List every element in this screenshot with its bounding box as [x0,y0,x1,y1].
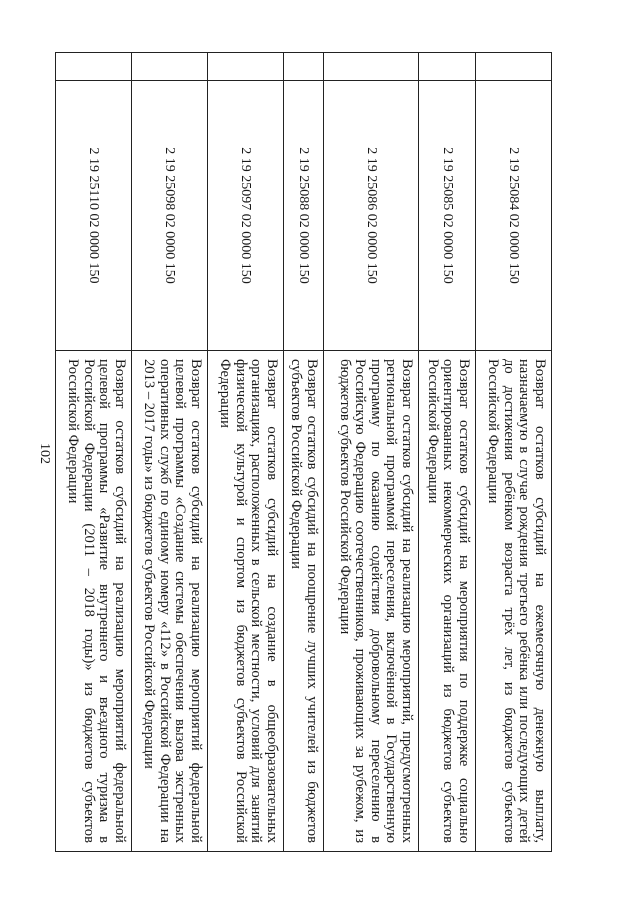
budget-code-cell: 2 19 25085 02 0000 150 [419,81,476,351]
description-cell: Возврат остатков субсидий на создание в общеобразовательных организациях, расположенных в сельской местности, условий для занятий физической культурой и спортом из бюджетов субъектов Российской Федерации [208,351,284,852]
description-cell: Возврат остатков субсидий на поощрение лучших учителей из бюджетов субъектов Российской Федерации [284,351,324,852]
empty-cell [56,53,132,81]
table-row [208,53,284,852]
description-cell: Возврат остатков субсидий на реализацию мероприятий федеральной целевой программы «Развитие внутреннего и въездного туризма в Российской Федерации (2011 – 2018 годы)» из бюджетов субъектов Российской Федерации [56,351,132,852]
empty-cell [324,53,419,81]
description-cell: Возврат остатков субсидий на реализацию мероприятий федеральной целевой программы «Создание системы обеспечения вызова экстренных оперативных служб по единому номеру «112» в Российской Федерации на 2013 – 2017 годы» из бюджетов субъектов Российской Федерации [132,351,208,852]
description-cell: Возврат остатков субсидий на ежемесячную денежную выплату, назначаемую в случае рождения третьего ребёнка или последующих детей до достижения ребёнком возраста трёх лет, из бюджетов субъектов Российской Федерации [476,351,552,852]
empty-cell [208,53,284,81]
empty-cell [284,53,324,81]
budget-code-cell: 2 19 25086 02 0000 150 [324,81,419,351]
empty-cell [132,53,208,81]
page-number: 102 [37,443,52,464]
budget-code-cell: 2 19 25110 02 0000 150 [56,81,132,351]
table-row [284,53,324,852]
budget-codes-table [55,52,552,852]
table-row [132,53,208,852]
description-cell: Возврат остатков субсидий на реализацию мероприятий, предусмотренных региональной программой переселения, включённой в Государственную программу по оказанию содействия добровольному переселению в Российскую Федерацию соотечественников, проживающих за рубежом, из бюджетов субъектов Российской Федерации [324,351,419,852]
empty-cell [476,53,552,81]
table-row [476,53,552,852]
table-row [56,53,132,852]
budget-codes-table-rotated [65,52,552,852]
budget-code-cell: 2 19 25097 02 0000 150 [208,81,284,351]
budget-code-cell: 2 19 25084 02 0000 150 [476,81,552,351]
budget-code-cell: 2 19 25098 02 0000 150 [132,81,208,351]
budget-code-cell: 2 19 25088 02 0000 150 [284,81,324,351]
empty-cell [419,53,476,81]
table-row [324,53,419,852]
table-row [419,53,476,852]
description-cell: Возврат остатков субсидий на мероприятия по поддержке социально ориентированных некоммерческих организаций из бюджетов субъектов Российской Федерации [419,351,476,852]
